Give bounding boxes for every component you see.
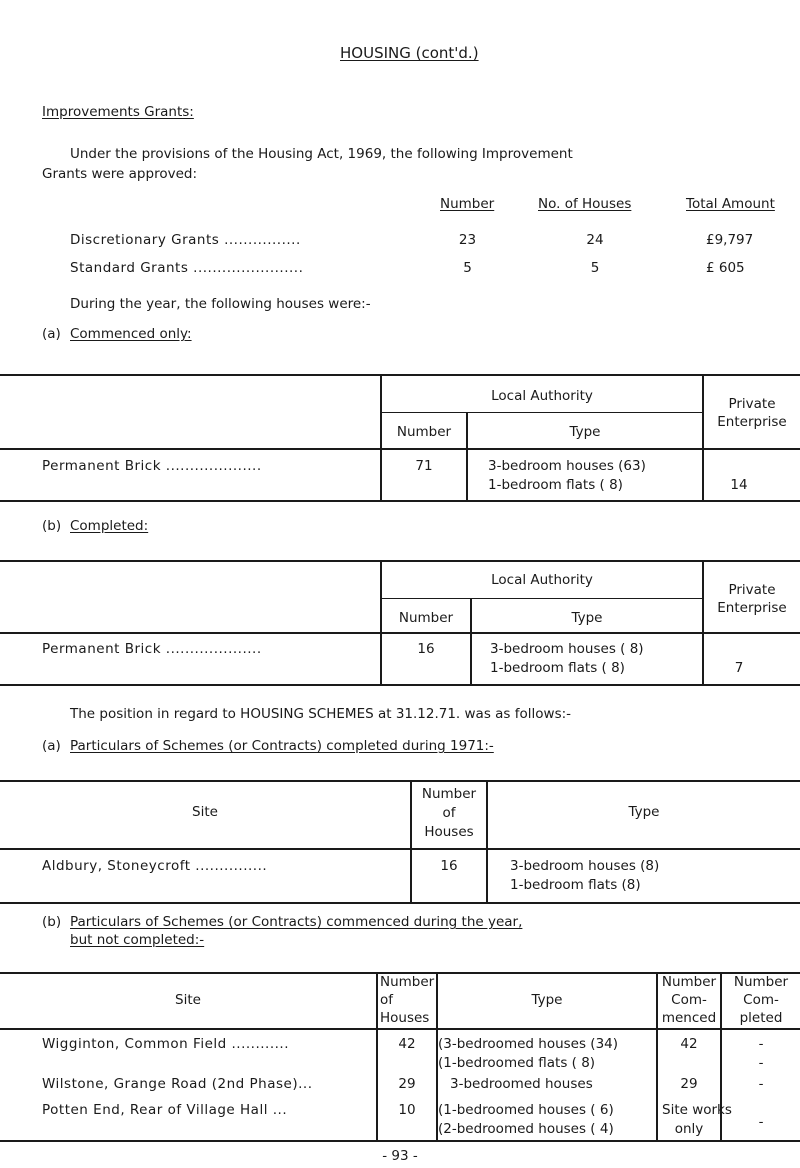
schemes-b-number-header-2: of (380, 992, 394, 1008)
commenced-prefix: (a) (42, 326, 61, 342)
improvements-intro-line1: Under the provisions of the Housing Act, 1969, the following Improvement (70, 146, 573, 162)
schemes-b-row-type-2: (1-bedroomed flats ( 8) (438, 1055, 596, 1071)
schemes-a-row-site: Aldbury, Stoneycroft ............... (42, 858, 268, 874)
commenced-number-header: Number (396, 424, 452, 440)
grant-row-houses: 5 (590, 260, 600, 276)
completed-private-header-2: Enterprise (717, 600, 787, 616)
completed-row-number: 16 (417, 641, 435, 657)
schemes-b-row-completed: - (758, 1076, 764, 1092)
schemes-b-row-number: 10 (398, 1102, 416, 1118)
grants-col-houses: No. of Houses (538, 196, 632, 212)
schemes-b-commenced-header-2: Com- (671, 992, 707, 1008)
grant-row-label: Discretionary Grants ................ (70, 232, 301, 248)
schemes-b-completed-header-2: Com- (743, 992, 779, 1008)
grants-col-amount: Total Amount (686, 196, 775, 212)
completed-row-type-2: 1-bedroom flats ( 8) (490, 660, 625, 676)
schemes-b-completed-header-1: Number (733, 974, 789, 990)
completed-row-private: 7 (734, 660, 744, 676)
schemes-a-number-header-3: Houses (424, 824, 474, 840)
grant-row-number: 5 (463, 260, 472, 276)
schemes-a-type-header: Type (628, 804, 660, 820)
completed-type-header: Type (571, 610, 603, 626)
schemes-a-row-type-2: 1-bedroom flats (8) (510, 877, 641, 893)
schemes-b-row-completed: - (758, 1036, 764, 1052)
commenced-row-private: 14 (730, 477, 748, 493)
schemes-b-row-type-2: (2-bedroomed houses ( 4) (438, 1121, 614, 1137)
schemes-b-row-type-1: (1-bedroomed houses ( 6) (438, 1102, 614, 1118)
commenced-type-header: Type (569, 424, 601, 440)
schemes-a-row-number: 16 (440, 858, 458, 874)
commenced-row-type-2: 1-bedroom flats ( 8) (488, 477, 623, 493)
schemes-b-row-number: 29 (398, 1076, 416, 1092)
position-text: The position in regard to HOUSING SCHEMES at 31.12.71. was as follows:- (70, 706, 572, 722)
schemes-b-row-completed-2: - (758, 1055, 764, 1071)
schemes-b-number-header-3: Houses (380, 1010, 430, 1026)
grant-row-houses: 24 (586, 232, 604, 248)
commenced-private-header: Private (728, 396, 776, 412)
improvements-intro-line2: Grants were approved: (42, 166, 197, 182)
table-row: Wilstone, Grange Road (2nd Phase)... (42, 1076, 313, 1092)
completed-prefix: (b) (42, 518, 62, 534)
schemes-a-number-header-1: Number (421, 786, 477, 802)
completed-row-type-1: 3-bedroom houses ( 8) (490, 641, 644, 657)
completed-row-label: Permanent Brick .................... (42, 641, 262, 657)
schemes-b-row-commenced-2: only (674, 1121, 704, 1137)
grant-row-amount: £ 605 (706, 260, 745, 276)
schemes-b-row-number: 42 (398, 1036, 416, 1052)
table-row: Potten End, Rear of Village Hall ... (42, 1102, 288, 1118)
grant-row-amount: £9,797 (706, 232, 754, 248)
schemes-b-site-header: Site (175, 992, 201, 1008)
commenced-row-type-1: 3-bedroom houses (63) (488, 458, 646, 474)
grant-row-number: 23 (458, 232, 477, 248)
page-number: - 93 - (382, 1148, 418, 1164)
schemes-b-row-type-1: (3-bedroomed houses (34) (438, 1036, 619, 1052)
schemes-a-number-header-2: of (442, 805, 456, 821)
commenced-local-authority-header: Local Authority (491, 388, 593, 404)
schemes-b-commenced-header-1: Number (661, 974, 717, 990)
schemes-a-heading: Particulars of Schemes (or Contracts) completed during 1971:- (70, 738, 494, 754)
improvements-heading: Improvements Grants: (42, 104, 194, 120)
schemes-b-heading-1: Particulars of Schemes (or Contracts) commenced during the year, (70, 914, 523, 930)
commenced-row-label: Permanent Brick .................... (42, 458, 262, 474)
page-title: HOUSING (cont'd.) (340, 44, 479, 62)
schemes-b-row-completed: - (758, 1114, 764, 1130)
commenced-row-number: 71 (415, 458, 433, 474)
schemes-b-commenced-header-3: menced (661, 1010, 717, 1026)
schemes-b-type-header: Type (531, 992, 563, 1008)
table-row: Wigginton, Common Field ............ (42, 1036, 289, 1052)
completed-number-header: Number (398, 610, 454, 626)
schemes-b-row-type-1: 3-bedroomed houses (450, 1076, 593, 1092)
schemes-b-row-commenced: Site works (662, 1102, 732, 1118)
schemes-b-heading-2: but not completed:- (70, 932, 205, 948)
schemes-b-number-header-1: Number (380, 974, 435, 990)
schemes-a-site-header: Site (192, 804, 218, 820)
schemes-b-row-commenced: 29 (680, 1076, 698, 1092)
commenced-private-header-2: Enterprise (717, 414, 787, 430)
schemes-b-prefix: (b) (42, 914, 62, 930)
grants-col-number: Number (440, 196, 495, 212)
completed-heading: Completed: (70, 518, 149, 534)
completed-private-header: Private (728, 582, 776, 598)
during-text: During the year, the following houses were:- (70, 296, 371, 312)
commenced-heading: Commenced only: (70, 326, 192, 342)
schemes-b-completed-header-3: pleted (739, 1010, 783, 1026)
completed-local-authority-header: Local Authority (491, 572, 593, 588)
schemes-a-prefix: (a) (42, 738, 61, 754)
schemes-b-row-commenced: 42 (680, 1036, 698, 1052)
grant-row-label: Standard Grants ....................... (70, 260, 304, 276)
schemes-a-row-type-1: 3-bedroom houses (8) (510, 858, 660, 874)
